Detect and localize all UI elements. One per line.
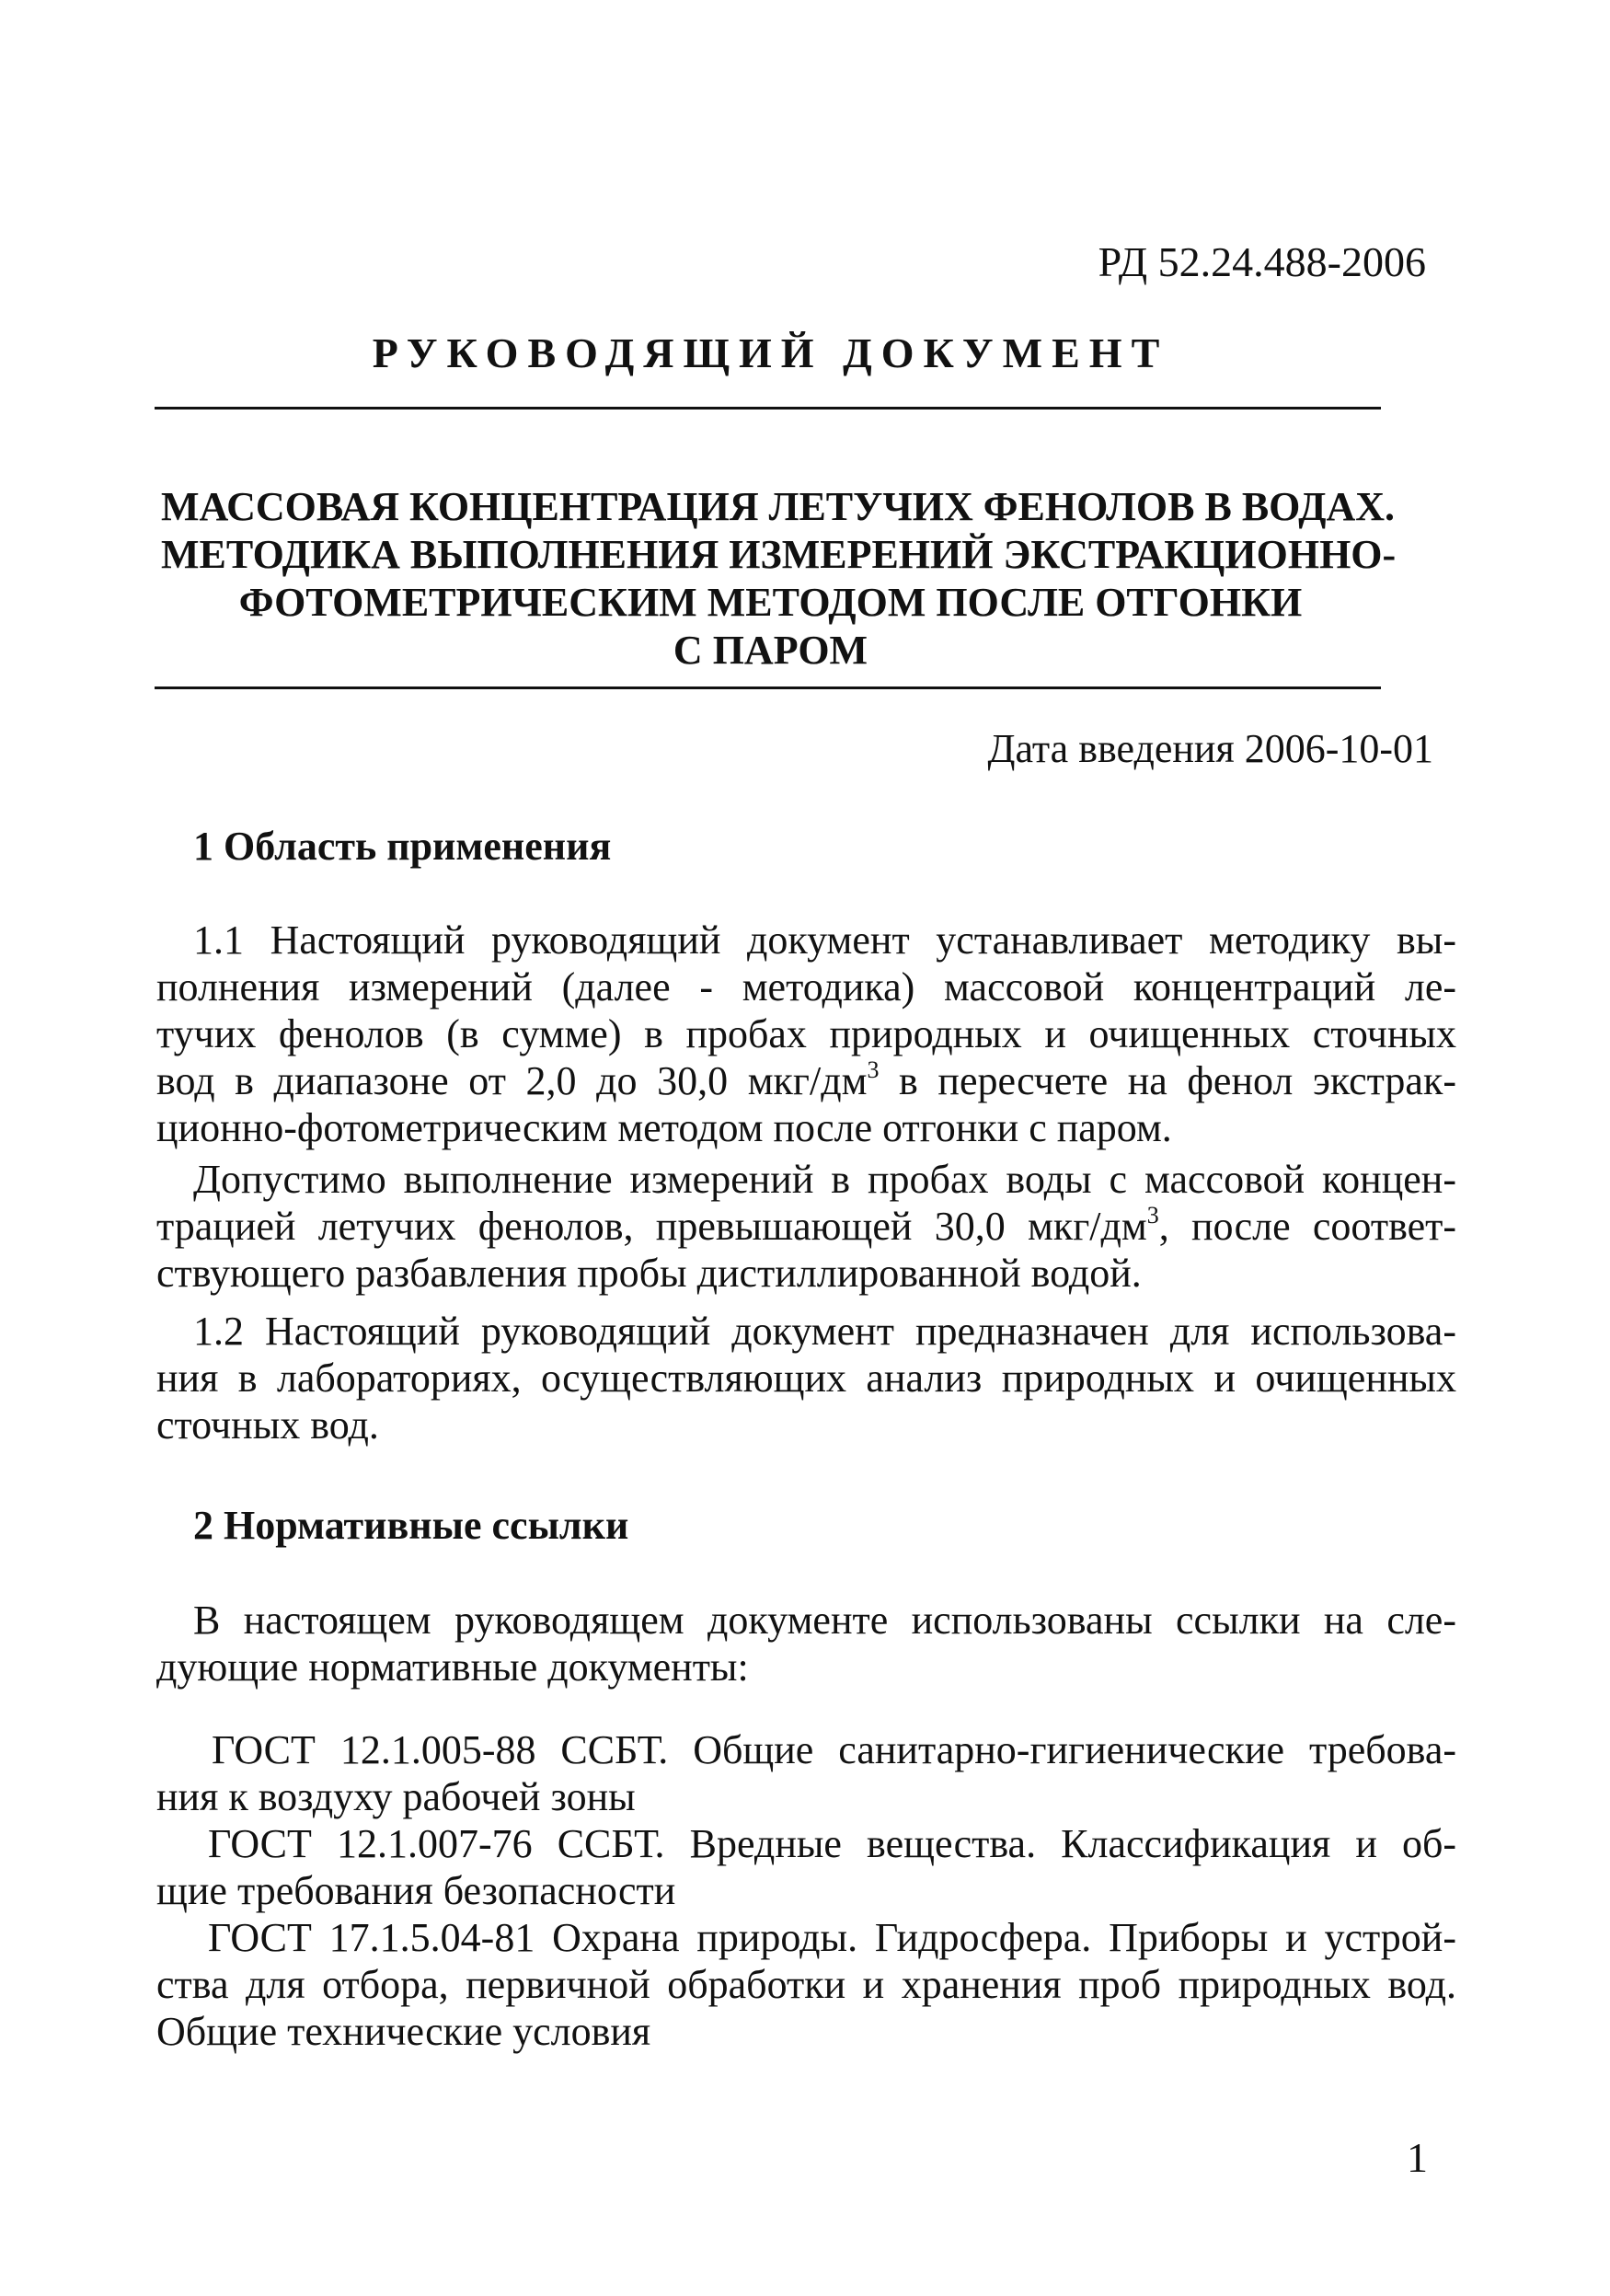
paragraph-line: щие требования безопасности xyxy=(156,1868,676,1913)
paragraph-1-1 xyxy=(156,917,1456,1151)
document-type-heading: РУКОВОДЯЩИЙ ДОКУМЕНТ xyxy=(372,329,1169,376)
line-segment: вод в диапазоне от 2,0 до 30,0 мкг/дм xyxy=(156,1058,868,1103)
document-title xyxy=(161,483,1397,675)
paragraph-line: тучих фенолов (в сумме) в пробах природных и очищенных сточных xyxy=(156,1011,1456,1056)
paragraph-1-1-continued xyxy=(156,1156,1456,1297)
line-segment: , после соответ- xyxy=(1158,1204,1457,1249)
title-line-1: МАССОВАЯ КОНЦЕНТРАЦИЯ ЛЕТУЧИХ ФЕНОЛОВ В ВОДАХ. xyxy=(161,484,1396,529)
paragraph-line: 1.1 Настоящий руководящий документ устанавливает методику вы- xyxy=(193,917,1456,963)
introduction-date: Дата введения 2006-10-01 xyxy=(987,726,1433,771)
paragraph-line: ствующего разбавления пробы дистиллированной водой. xyxy=(156,1251,1142,1296)
title-top-rule xyxy=(155,407,1381,410)
paragraph-line: ционно-фотометрическим методом после отгонки с паром. xyxy=(156,1105,1172,1150)
reference-gost-12-1-007 xyxy=(156,1820,1456,1914)
paragraph-line: В настоящем руководящем документе использованы ссылки на сле- xyxy=(193,1598,1456,1643)
paragraph-line: полнения измерений (далее - методика) массовой концентраций ле- xyxy=(156,964,1456,1010)
superscript-three: 3 xyxy=(1146,1202,1159,1229)
reference-gost-12-1-005 xyxy=(156,1726,1456,1820)
paragraph-line: дующие нормативные документы: xyxy=(156,1644,749,1690)
line-segment: в пересчете на фенол экстрак- xyxy=(879,1058,1456,1103)
paragraph-line: Общие технические условия xyxy=(156,2009,651,2054)
superscript-three: 3 xyxy=(867,1056,880,1083)
section-2-intro xyxy=(156,1597,1456,1690)
paragraph-line: ния к воздуху рабочей зоны xyxy=(156,1774,636,1819)
paragraph-line: ния в лабораториях, осуществляющих анализ природных и очищенных xyxy=(156,1356,1456,1401)
paragraph-line: ГОСТ 12.1.005-88 ССБТ. Общие санитарно-гигиенические требова- xyxy=(212,1727,1456,1772)
paragraph-line: 1.2 Настоящий руководящий документ предназначен для использова- xyxy=(193,1309,1456,1354)
paragraph-line: ГОСТ 12.1.007-76 ССБТ. Вредные вещества. Классификация и об- xyxy=(208,1821,1456,1866)
paragraph-1-2 xyxy=(156,1308,1456,1448)
reference-gost-17-1-5-04 xyxy=(156,1914,1456,2055)
line-segment: трацией летучих фенолов, превышающей 30,0 мкг/дм xyxy=(156,1204,1147,1249)
title-line-3: ФОТОМЕТРИЧЕСКИМ МЕТОДОМ ПОСЛЕ ОТГОНКИ xyxy=(238,580,1303,625)
title-line-2: МЕТОДИКА ВЫПОЛНЕНИЯ ИЗМЕРЕНИЙ ЭКСТРАКЦИОННО- xyxy=(161,532,1397,577)
section-2-heading: 2 Нормативные ссылки xyxy=(193,1503,629,1548)
paragraph-line: Допустимо выполнение измерений в пробах воды с массовой концен- xyxy=(193,1157,1456,1202)
title-line-4: С ПАРОМ xyxy=(673,628,868,673)
page-number: 1 xyxy=(1407,2134,1428,2181)
paragraph-line: сточных вод. xyxy=(156,1402,379,1448)
paragraph-line xyxy=(156,1057,1456,1104)
paragraph-line xyxy=(156,1203,1456,1250)
title-bottom-rule xyxy=(155,686,1381,689)
paragraph-line: ГОСТ 17.1.5.04-81 Охрана природы. Гидросфера. Приборы и устрой- xyxy=(208,1915,1456,1960)
section-1-heading: 1 Область применения xyxy=(193,824,612,869)
paragraph-line: ства для отбора, первичной обработки и хранения проб природных вод. xyxy=(156,1962,1456,2007)
document-code: РД 52.24.488-2006 xyxy=(1098,238,1426,285)
